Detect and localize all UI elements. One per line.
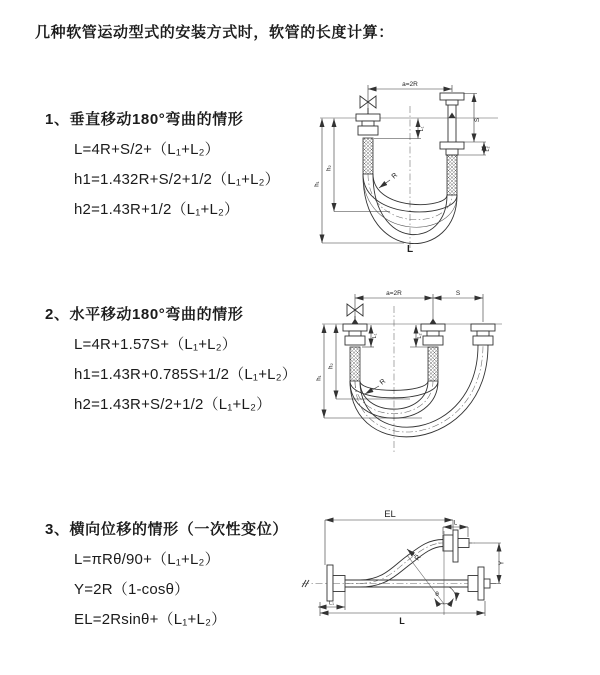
diagram-vertical-180 xyxy=(312,76,562,256)
hose-right-end xyxy=(440,93,464,195)
hose-moving-end-pos1 xyxy=(421,319,445,382)
dim-label-l1: L₁ xyxy=(329,600,334,607)
dim-label-h2: h₂ xyxy=(328,363,335,369)
dim-label-h2: h₂ xyxy=(326,165,333,171)
angle-label: θ xyxy=(435,591,439,598)
section1-formula-h2: h2=1.43R+1/2（L₁+L₂） xyxy=(74,201,240,218)
radius-label: R xyxy=(390,171,400,181)
dimension-h1 xyxy=(317,325,423,419)
diagram-horizontal-180 xyxy=(312,286,567,461)
hose-moving-end-pos2 xyxy=(471,324,495,345)
section2-formula-h1: h1=1.43R+0.785S+1/2（L₁+L₂） xyxy=(74,366,297,383)
dim-label-l2: L₂ xyxy=(485,146,491,152)
dim-label-l2: L₂ xyxy=(417,333,423,339)
radius-label: R xyxy=(378,377,388,387)
dim-label-el: EL xyxy=(384,509,396,520)
diagram-lateral-displacement xyxy=(300,503,600,653)
dim-label-s: S xyxy=(474,117,481,123)
section2-formula-h2: h2=1.43R+S/2+1/2（L₁+L₂） xyxy=(74,396,272,413)
radius-callout xyxy=(379,172,399,188)
section3-heading: 3、横向位移的情形（一次性变位） xyxy=(45,521,288,538)
dimension-l1 xyxy=(374,119,425,139)
dim-label-l2: L xyxy=(453,520,458,527)
section3-formula-EL: EL=2Rsinθ+（L₁+L₂） xyxy=(74,611,227,628)
section1-heading: 1、垂直移动180°弯曲的情形 xyxy=(45,111,244,128)
dim-label-h1: h₁ xyxy=(316,375,323,381)
centerlines xyxy=(320,106,498,252)
dimension-a2r xyxy=(355,290,483,322)
section1-formula-L: L=4R+S/2+（L₁+L₂） xyxy=(74,141,220,158)
page-title: 几种软管运动型式的安装方式时，软管的长度计算： xyxy=(35,24,394,41)
dim-label-a2r: a=2R xyxy=(386,290,402,297)
dim-label-l1: L₁ xyxy=(372,333,378,339)
section3-formula-Y: Y=2R（1-cosθ） xyxy=(74,581,190,598)
section3-formula-L: L=πRθ/90+（L₁+L₂） xyxy=(74,551,220,568)
section1-formula-h1: h1=1.432R+S/2+1/2（L₁+L₂） xyxy=(74,171,280,188)
dim-label-l1: L₁ xyxy=(419,126,425,132)
section2-heading: 2、水平移动180°弯曲的情形 xyxy=(45,306,244,323)
hose-displaced-position xyxy=(333,530,469,587)
radius-label: R xyxy=(413,553,423,563)
section2-formula-L: L=4R+1.57S+（L₁+L₂） xyxy=(74,336,237,353)
dimension-el xyxy=(325,509,453,565)
flange-left xyxy=(327,565,345,601)
dimension-s xyxy=(433,290,483,298)
hose-left-end xyxy=(356,113,380,175)
dim-label-s: S xyxy=(455,290,461,297)
radius-callout xyxy=(365,378,387,394)
length-label: L xyxy=(399,616,405,626)
dim-label-y: Y xyxy=(498,560,506,566)
dim-label-a2r: a=2R xyxy=(402,81,418,88)
hose-fixed-end xyxy=(343,319,367,382)
dim-label-h1: h₁ xyxy=(314,181,321,187)
length-label: L xyxy=(406,244,414,255)
dimension-h1 xyxy=(315,119,405,244)
